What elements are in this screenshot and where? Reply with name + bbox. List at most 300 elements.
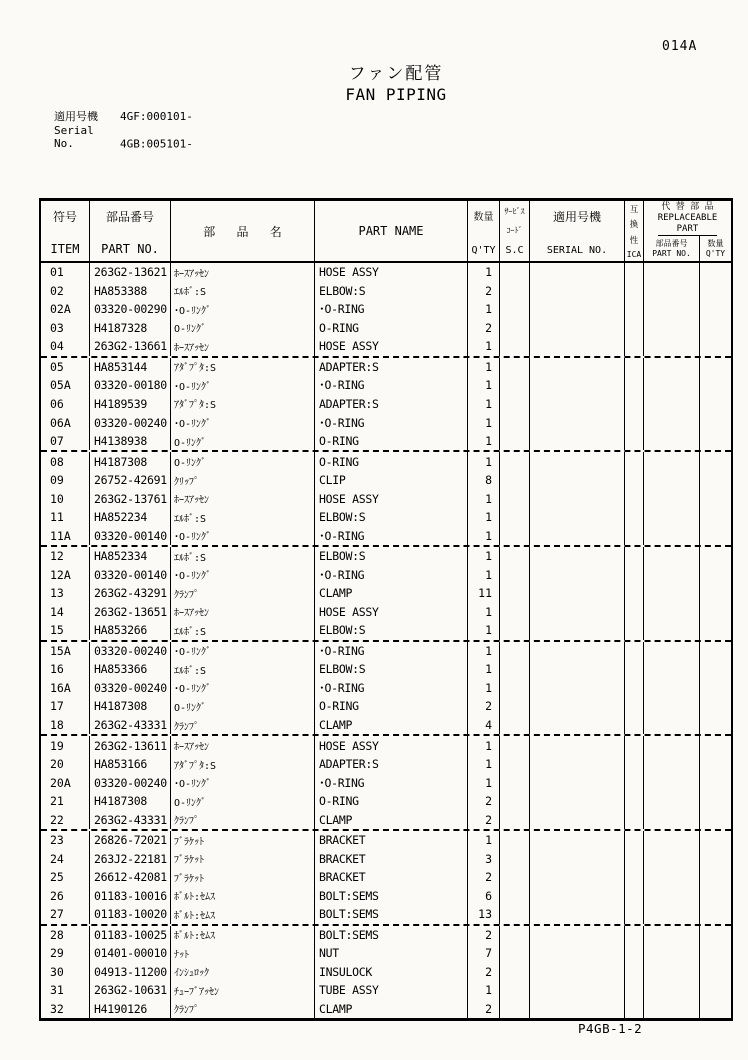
cell-part-no: HA853388 (90, 282, 171, 301)
cell-part-name-en: HOSE ASSY (315, 489, 468, 508)
cell-service-code (500, 584, 530, 603)
cell-service-code (500, 642, 530, 661)
table-row (41, 337, 731, 356)
cell-interchangeability (625, 300, 644, 319)
cell-serial-no (530, 621, 625, 640)
cell-serial-no (530, 849, 625, 868)
cell-service-code (500, 963, 530, 982)
cell-replaceable-part-no (644, 358, 700, 377)
cell-part-name-ja: ｸﾗﾝﾌﾟ (171, 810, 315, 829)
cell-replaceable-qty (700, 773, 731, 792)
cell-replaceable-qty (700, 736, 731, 755)
cell-part-name-ja: ｸﾘｯﾌﾟ (171, 471, 315, 490)
cell-qty: 1 (468, 489, 500, 508)
cell-part-no: 01183-10025 (90, 926, 171, 945)
cell-service-code (500, 300, 530, 319)
cell-part-name-en: ･O-RING (315, 526, 468, 545)
cell-part-name-en: ･O-RING (315, 679, 468, 698)
cell-replaceable-qty (700, 395, 731, 414)
table-row (41, 755, 731, 774)
cell-item: 18 (41, 716, 90, 735)
cell-part-no: 03320-00290 (90, 300, 171, 319)
cell-serial-no (530, 963, 625, 982)
cell-qty: 2 (468, 810, 500, 829)
header-replaceable-part (644, 201, 731, 261)
cell-service-code (500, 566, 530, 585)
cell-qty: 1 (468, 358, 500, 377)
cell-service-code (500, 660, 530, 679)
serial-no-line (54, 124, 193, 151)
cell-replaceable-part-no (644, 508, 700, 527)
cell-replaceable-part-no (644, 773, 700, 792)
cell-replaceable-part-no (644, 471, 700, 490)
cell-serial-no (530, 413, 625, 432)
cell-qty: 2 (468, 926, 500, 945)
cell-interchangeability (625, 773, 644, 792)
cell-part-no: 03320-00180 (90, 376, 171, 395)
cell-replaceable-part-no (644, 300, 700, 319)
cell-service-code (500, 358, 530, 377)
cell-service-code (500, 716, 530, 735)
header-qty-ja: 数量 (473, 212, 494, 223)
cell-serial-no (530, 584, 625, 603)
table-row (41, 489, 731, 508)
cell-part-no: 26752-42691 (90, 471, 171, 490)
cell-service-code (500, 452, 530, 471)
cell-part-name-ja: O-ﾘﾝｸﾞ (171, 452, 315, 471)
cell-item: 11 (41, 508, 90, 527)
cell-item: 02 (41, 282, 90, 301)
cell-interchangeability (625, 621, 644, 640)
table-row (41, 773, 731, 792)
cell-qty: 1 (468, 337, 500, 356)
cell-part-name-ja: ｴﾙﾎﾞ:S (171, 508, 315, 527)
cell-serial-no (530, 376, 625, 395)
cell-serial-no (530, 603, 625, 622)
header-part-no (90, 201, 171, 261)
table-row (41, 566, 731, 585)
cell-interchangeability (625, 282, 644, 301)
cell-item: 05 (41, 358, 90, 377)
cell-qty: 1 (468, 603, 500, 622)
cell-qty: 1 (468, 508, 500, 527)
cell-interchangeability (625, 508, 644, 527)
cell-item: 08 (41, 452, 90, 471)
cell-item: 20 (41, 755, 90, 774)
header-replaceable-part-no: 部品番号 PART NO. (644, 236, 700, 261)
cell-part-no: 01183-10016 (90, 887, 171, 906)
cell-replaceable-part-no (644, 263, 700, 282)
table-row (41, 963, 731, 982)
table-row (41, 319, 731, 338)
cell-item: 01 (41, 263, 90, 282)
cell-replaceable-qty (700, 660, 731, 679)
header-replaceable-title: 代 替 部 品 REPLACEABLE PART (657, 202, 718, 234)
cell-replaceable-part-no (644, 831, 700, 850)
cell-part-name-ja: ﾎｰｽｱｯｾﾝ (171, 263, 315, 282)
cell-qty: 1 (468, 547, 500, 566)
cell-replaceable-qty (700, 963, 731, 982)
cell-part-name-en: ADAPTER:S (315, 358, 468, 377)
cell-serial-no (530, 432, 625, 451)
cell-serial-no (530, 905, 625, 924)
cell-replaceable-part-no (644, 489, 700, 508)
cell-replaceable-part-no (644, 660, 700, 679)
cell-serial-no (530, 810, 625, 829)
table-row (41, 300, 731, 319)
cell-interchangeability (625, 831, 644, 850)
cell-replaceable-part-no (644, 697, 700, 716)
cell-part-no: 03320-00240 (90, 642, 171, 661)
cell-part-name-ja: ｸﾗﾝﾌﾟ (171, 716, 315, 735)
cell-interchangeability (625, 716, 644, 735)
table-row (41, 471, 731, 490)
cell-serial-no (530, 944, 625, 963)
table-row (41, 603, 731, 622)
cell-part-name-en: NUT (315, 944, 468, 963)
cell-replaceable-part-no (644, 810, 700, 829)
cell-qty: 6 (468, 887, 500, 906)
cell-replaceable-part-no (644, 642, 700, 661)
cell-part-name-en: BRACKET (315, 831, 468, 850)
cell-item: 28 (41, 926, 90, 945)
cell-part-name-ja: O-ﾘﾝｸﾞ (171, 432, 315, 451)
cell-part-name-ja: ･O-ﾘﾝｸﾞ (171, 526, 315, 545)
cell-qty: 1 (468, 432, 500, 451)
cell-item: 21 (41, 792, 90, 811)
cell-service-code (500, 413, 530, 432)
cell-interchangeability (625, 452, 644, 471)
cell-replaceable-part-no (644, 413, 700, 432)
cell-serial-no (530, 660, 625, 679)
cell-service-code (500, 282, 530, 301)
cell-part-name-ja: ｴﾙﾎﾞ:S (171, 660, 315, 679)
cell-replaceable-part-no (644, 432, 700, 451)
cell-item: 16 (41, 660, 90, 679)
cell-item: 20A (41, 773, 90, 792)
applicable-machines-line (54, 110, 193, 124)
cell-replaceable-qty (700, 981, 731, 1000)
cell-interchangeability (625, 679, 644, 698)
cell-part-name-en: TUBE ASSY (315, 981, 468, 1000)
cell-serial-no (530, 926, 625, 945)
cell-replaceable-part-no (644, 792, 700, 811)
cell-interchangeability (625, 963, 644, 982)
cell-part-no: 263G2-43291 (90, 584, 171, 603)
table-row (41, 356, 731, 377)
cell-part-name-ja: ･O-ﾘﾝｸﾞ (171, 642, 315, 661)
cell-part-name-en: ELBOW:S (315, 508, 468, 527)
cell-part-name-en: ･O-RING (315, 773, 468, 792)
cell-replaceable-part-no (644, 603, 700, 622)
cell-qty: 1 (468, 660, 500, 679)
cell-item: 14 (41, 603, 90, 622)
cell-part-name-en: BRACKET (315, 849, 468, 868)
cell-replaceable-qty (700, 263, 731, 282)
cell-item: 23 (41, 831, 90, 850)
cell-serial-no (530, 792, 625, 811)
cell-item: 32 (41, 1000, 90, 1019)
cell-replaceable-qty (700, 679, 731, 698)
cell-replaceable-qty (700, 547, 731, 566)
cell-part-no: HA852334 (90, 547, 171, 566)
cell-service-code (500, 1000, 530, 1019)
cell-part-name-en: CLAMP (315, 716, 468, 735)
cell-qty: 2 (468, 868, 500, 887)
cell-replaceable-qty (700, 603, 731, 622)
cell-qty: 1 (468, 755, 500, 774)
header-replaceable-qty: 数量 Q'TY (705, 238, 726, 258)
cell-item: 31 (41, 981, 90, 1000)
header-serial-ja: 適用号機 (552, 210, 601, 224)
cell-replaceable-part-no (644, 887, 700, 906)
cell-serial-no (530, 452, 625, 471)
cell-part-no: H4187328 (90, 319, 171, 338)
cell-part-no: 03320-00140 (90, 566, 171, 585)
cell-part-no: H4187308 (90, 452, 171, 471)
serial-value: 4GB:005101- (120, 137, 193, 150)
cell-replaceable-part-no (644, 547, 700, 566)
cell-replaceable-qty (700, 508, 731, 527)
cell-part-name-ja: ｸﾗﾝﾌﾟ (171, 1000, 315, 1019)
cell-replaceable-part-no (644, 452, 700, 471)
cell-service-code (500, 319, 530, 338)
cell-part-no: 263G2-13621 (90, 263, 171, 282)
table-row (41, 716, 731, 735)
cell-part-no: H4187308 (90, 792, 171, 811)
cell-part-no: 01183-10020 (90, 905, 171, 924)
cell-part-name-en: O-RING (315, 452, 468, 471)
cell-interchangeability (625, 489, 644, 508)
cell-part-name-ja: ｴﾙﾎﾞ:S (171, 547, 315, 566)
cell-interchangeability (625, 471, 644, 490)
cell-part-no: 26612-42081 (90, 868, 171, 887)
cell-replaceable-part-no (644, 944, 700, 963)
cell-qty: 1 (468, 526, 500, 545)
cell-interchangeability (625, 868, 644, 887)
cell-part-no: HA853366 (90, 660, 171, 679)
cell-interchangeability (625, 432, 644, 451)
cell-part-name-en: CLAMP (315, 1000, 468, 1019)
cell-replaceable-qty (700, 358, 731, 377)
cell-replaceable-part-no (644, 1000, 700, 1019)
cell-replaceable-part-no (644, 395, 700, 414)
cell-item: 19 (41, 736, 90, 755)
cell-interchangeability (625, 376, 644, 395)
table-row (41, 545, 731, 566)
cell-service-code (500, 755, 530, 774)
table-row (41, 734, 731, 755)
table-row (41, 849, 731, 868)
cell-service-code (500, 376, 530, 395)
cell-replaceable-part-no (644, 963, 700, 982)
cell-part-name-en: O-RING (315, 792, 468, 811)
cell-qty: 1 (468, 981, 500, 1000)
cell-service-code (500, 810, 530, 829)
cell-replaceable-qty (700, 810, 731, 829)
cell-qty: 13 (468, 905, 500, 924)
cell-service-code (500, 981, 530, 1000)
table-row (41, 450, 731, 471)
header-item (41, 201, 90, 261)
cell-part-name-ja: ﾎｰｽｱｯｾﾝ (171, 603, 315, 622)
cell-part-no: 263G2-13761 (90, 489, 171, 508)
cell-interchangeability (625, 526, 644, 545)
cell-replaceable-part-no (644, 526, 700, 545)
cell-replaceable-qty (700, 584, 731, 603)
cell-qty: 1 (468, 413, 500, 432)
cell-service-code (500, 792, 530, 811)
cell-item: 07 (41, 432, 90, 451)
cell-part-name-ja: ﾎﾞﾙﾄ:ｾﾑｽ (171, 887, 315, 906)
cell-qty: 1 (468, 736, 500, 755)
table-row (41, 792, 731, 811)
cell-replaceable-qty (700, 471, 731, 490)
cell-replaceable-qty (700, 621, 731, 640)
cell-replaceable-qty (700, 716, 731, 735)
cell-qty: 2 (468, 282, 500, 301)
cell-part-name-en: HOSE ASSY (315, 263, 468, 282)
cell-interchangeability (625, 547, 644, 566)
cell-interchangeability (625, 358, 644, 377)
cell-item: 29 (41, 944, 90, 963)
cell-service-code (500, 887, 530, 906)
cell-interchangeability (625, 395, 644, 414)
cell-item: 02A (41, 300, 90, 319)
cell-service-code (500, 489, 530, 508)
table-row (41, 924, 731, 945)
cell-replaceable-qty (700, 319, 731, 338)
cell-part-no: 01401-00010 (90, 944, 171, 963)
cell-part-no: H4189539 (90, 395, 171, 414)
table-row (41, 584, 731, 603)
cell-serial-no (530, 773, 625, 792)
cell-replaceable-part-no (644, 337, 700, 356)
table-row (41, 526, 731, 545)
cell-part-name-en: O-RING (315, 432, 468, 451)
cell-qty: 1 (468, 263, 500, 282)
cell-replaceable-qty (700, 1000, 731, 1019)
cell-qty: 1 (468, 621, 500, 640)
cell-part-name-ja: ﾅｯﾄ (171, 944, 315, 963)
cell-serial-no (530, 358, 625, 377)
cell-part-name-en: ELBOW:S (315, 547, 468, 566)
cell-part-name-en: HOSE ASSY (315, 337, 468, 356)
cell-service-code (500, 697, 530, 716)
cell-interchangeability (625, 566, 644, 585)
cell-item: 06A (41, 413, 90, 432)
cell-replaceable-qty (700, 452, 731, 471)
cell-part-name-ja: ･O-ﾘﾝｸﾞ (171, 376, 315, 395)
cell-qty: 2 (468, 792, 500, 811)
cell-qty: 2 (468, 1000, 500, 1019)
cell-replaceable-part-no (644, 926, 700, 945)
cell-service-code (500, 905, 530, 924)
cell-service-code (500, 621, 530, 640)
cell-replaceable-qty (700, 642, 731, 661)
cell-part-name-en: O-RING (315, 319, 468, 338)
cell-serial-no (530, 981, 625, 1000)
cell-replaceable-part-no (644, 566, 700, 585)
cell-serial-no (530, 282, 625, 301)
cell-serial-no (530, 319, 625, 338)
cell-replaceable-part-no (644, 905, 700, 924)
cell-qty: 1 (468, 831, 500, 850)
cell-qty: 7 (468, 944, 500, 963)
cell-part-no: H4187308 (90, 697, 171, 716)
cell-part-no: HA853266 (90, 621, 171, 640)
cell-qty: 2 (468, 319, 500, 338)
cell-part-name-en: BOLT:SEMS (315, 905, 468, 924)
parts-table (39, 198, 733, 1021)
cell-part-name-ja: O-ﾘﾝｸﾞ (171, 319, 315, 338)
header-part-name-ja: 部 品 名 (171, 201, 315, 261)
cell-serial-no (530, 697, 625, 716)
table-row (41, 905, 731, 924)
cell-part-name-en: ELBOW:S (315, 282, 468, 301)
table-row (41, 282, 731, 301)
cell-serial-no (530, 395, 625, 414)
cell-item: 12 (41, 547, 90, 566)
cell-serial-no (530, 337, 625, 356)
cell-item: 30 (41, 963, 90, 982)
cell-serial-no (530, 471, 625, 490)
cell-qty: 1 (468, 376, 500, 395)
cell-replaceable-qty (700, 413, 731, 432)
cell-part-no: 263G2-10631 (90, 981, 171, 1000)
cell-part-no: 263G2-13611 (90, 736, 171, 755)
doc-number: 014A (662, 39, 698, 54)
cell-interchangeability (625, 887, 644, 906)
cell-part-no: HA853166 (90, 755, 171, 774)
cell-interchangeability (625, 263, 644, 282)
cell-part-name-en: ･O-RING (315, 376, 468, 395)
cell-part-no: 263G2-13661 (90, 337, 171, 356)
serial-label: Serial No. (54, 123, 94, 150)
cell-part-name-ja: ﾎｰｽｱｯｾﾝ (171, 736, 315, 755)
table-body (41, 263, 731, 1018)
cell-serial-no (530, 547, 625, 566)
header-item-en: ITEM (50, 242, 80, 256)
cell-part-name-en: ADAPTER:S (315, 755, 468, 774)
cell-qty: 1 (468, 679, 500, 698)
cell-serial-no (530, 1000, 625, 1019)
cell-interchangeability (625, 981, 644, 1000)
cell-replaceable-qty (700, 868, 731, 887)
footer-page-code: P4GB-1-2 (578, 1021, 643, 1036)
cell-item: 15A (41, 642, 90, 661)
cell-qty: 4 (468, 716, 500, 735)
cell-part-name-en: BOLT:SEMS (315, 887, 468, 906)
cell-replaceable-qty (700, 489, 731, 508)
cell-service-code (500, 773, 530, 792)
cell-part-name-ja: ･O-ﾘﾝｸﾞ (171, 413, 315, 432)
cell-replaceable-part-no (644, 319, 700, 338)
table-row (41, 679, 731, 698)
cell-part-name-ja: ･O-ﾘﾝｸﾞ (171, 773, 315, 792)
cell-replaceable-part-no (644, 981, 700, 1000)
cell-service-code (500, 868, 530, 887)
cell-interchangeability (625, 944, 644, 963)
cell-item: 15 (41, 621, 90, 640)
cell-service-code (500, 679, 530, 698)
cell-part-name-en: ADAPTER:S (315, 395, 468, 414)
cell-interchangeability (625, 755, 644, 774)
cell-interchangeability (625, 905, 644, 924)
cell-part-name-ja: ｸﾗﾝﾌﾟ (171, 584, 315, 603)
table-row (41, 640, 731, 661)
table-row (41, 376, 731, 395)
